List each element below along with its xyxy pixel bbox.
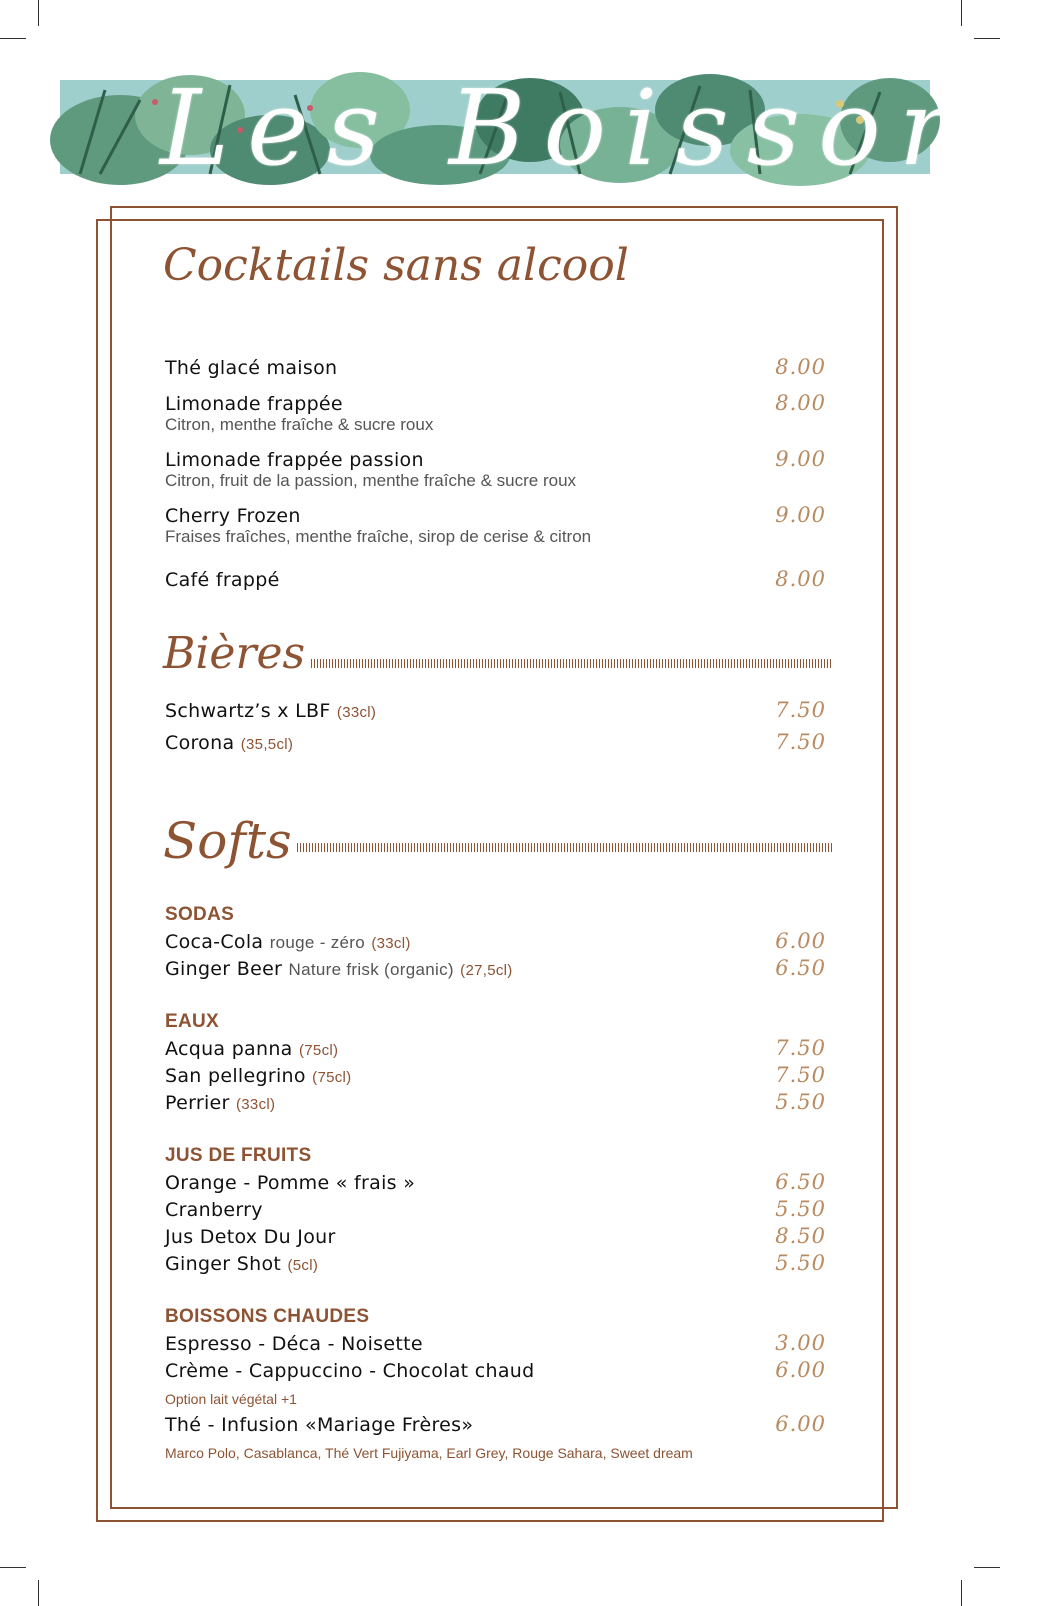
menu-item-volume: (75cl) [298,1042,339,1059]
menu-item-volume: (33cl) [371,935,411,952]
menu-item-name: Thé - Infusion «Mariage Frères» [165,1414,474,1436]
menu-item-name: Ginger Beer [165,958,283,980]
menu-item-name: Café frappé [165,569,280,591]
menu-item-name: Acqua panna [165,1038,293,1060]
menu-item [165,1092,275,1114]
menu-item-price: 5.50 [775,1197,826,1221]
menu-item-name: Limonade frappée [165,393,343,415]
menu-item-name: Cherry Frozen [165,505,301,527]
crop-mark [961,0,962,26]
menu-item-price: 6.00 [775,929,826,953]
menu-item-description: Fraises fraîches, menthe fraîche, sirop de cerise & citron [165,527,592,546]
crop-mark [38,0,39,26]
section-divider [311,659,832,668]
menu-item-price: 8.00 [775,567,826,591]
menu-item-volume: (35,5cl) [240,736,294,753]
menu-item-price: 6.50 [775,1170,826,1194]
menu-item-description: Citron, menthe fraîche & sucre roux [165,415,434,434]
menu-item-price: 8.00 [775,355,826,379]
menu-item-price: 5.50 [775,1251,826,1275]
menu-item-price: 9.00 [775,447,826,471]
menu-item-price: 6.00 [775,1412,826,1436]
menu-item-price: 8.00 [775,391,826,415]
menu-item-price: 7.50 [775,698,826,722]
menu-item [165,1065,351,1087]
menu-item-name: Corona [165,732,235,754]
crop-mark [974,1567,1000,1568]
menu-item-note: rouge - zéro [269,933,365,952]
category-label-sodas: SODAS [165,904,235,925]
section-title-softs: Softs [163,812,292,870]
category-label-eaux: EAUX [165,1011,219,1032]
crop-mark [38,1580,39,1606]
crop-mark [974,38,1000,39]
menu-item [165,1253,318,1275]
menu-item-name: Crème - Cappuccino - Chocolat chaud [165,1360,535,1382]
menu-item-price: 7.50 [775,1036,826,1060]
menu-item-price: 6.50 [775,956,826,980]
menu-item-name: Limonade frappée passion [165,449,424,471]
menu-item-price: 6.00 [775,1358,826,1382]
section-divider [297,843,832,852]
menu-item [165,1199,263,1221]
header-banner [60,67,1055,189]
menu-item-volume: (27,5cl) [460,962,513,979]
menu-item-volume: (75cl) [312,1069,352,1086]
menu-item-name: Perrier [165,1092,230,1114]
menu-item-name: Espresso - Déca - Noisette [165,1333,423,1355]
menu-item-price: 7.50 [775,730,826,754]
menu-item-name: Orange - Pomme « frais » [165,1172,416,1194]
menu-item-volume: (5cl) [287,1257,319,1274]
menu-item-name: Jus Detox Du Jour [165,1226,336,1248]
menu-item-name: Schwartz’s x LBF [165,700,331,722]
menu-item-name: Thé glacé maison [165,357,338,379]
tea-varieties-note: Marco Polo, Casablanca, Thé Vert Fujiyama, Earl Grey, Rouge Sahara, Sweet dream [165,1445,693,1461]
menu-item-price: 3.00 [775,1331,826,1355]
option-note: Option lait végétal +1 [165,1391,297,1407]
menu-item [165,931,411,953]
menu-item-price: 9.00 [775,503,826,527]
section-title-bieres: Bières [163,628,306,679]
crop-mark [0,1567,26,1568]
menu-item-name: Cranberry [165,1199,263,1221]
menu-item-note: Nature frisk (organic) [288,960,454,979]
menu-item-volume: (33cl) [336,704,377,721]
menu-item [165,1038,338,1060]
menu-item-name: Ginger Shot [165,1253,282,1275]
menu-item-price: 5.50 [775,1090,826,1114]
category-label-chaudes: BOISSONS CHAUDES [165,1306,370,1327]
crop-mark [0,38,26,39]
menu-item-volume: (33cl) [235,1096,276,1113]
menu-item-name: Coca-Cola [165,931,264,953]
menu-item [165,958,513,980]
banner-title: Les Boissons [160,67,1055,189]
menu-item [165,700,376,722]
menu-item-name: San pellegrino [165,1065,306,1087]
section-title-cocktails: Cocktails sans alcool [163,240,629,291]
menu-item [165,732,293,754]
menu-item-price: 7.50 [775,1063,826,1087]
menu-item-price: 8.50 [775,1224,826,1248]
crop-mark [961,1580,962,1606]
menu-item [165,1226,336,1248]
menu-item-description: Citron, fruit de la passion, menthe fraîche & sucre roux [165,471,577,490]
category-label-jus: JUS DE FRUITS [165,1145,312,1166]
menu-item [165,1172,415,1194]
